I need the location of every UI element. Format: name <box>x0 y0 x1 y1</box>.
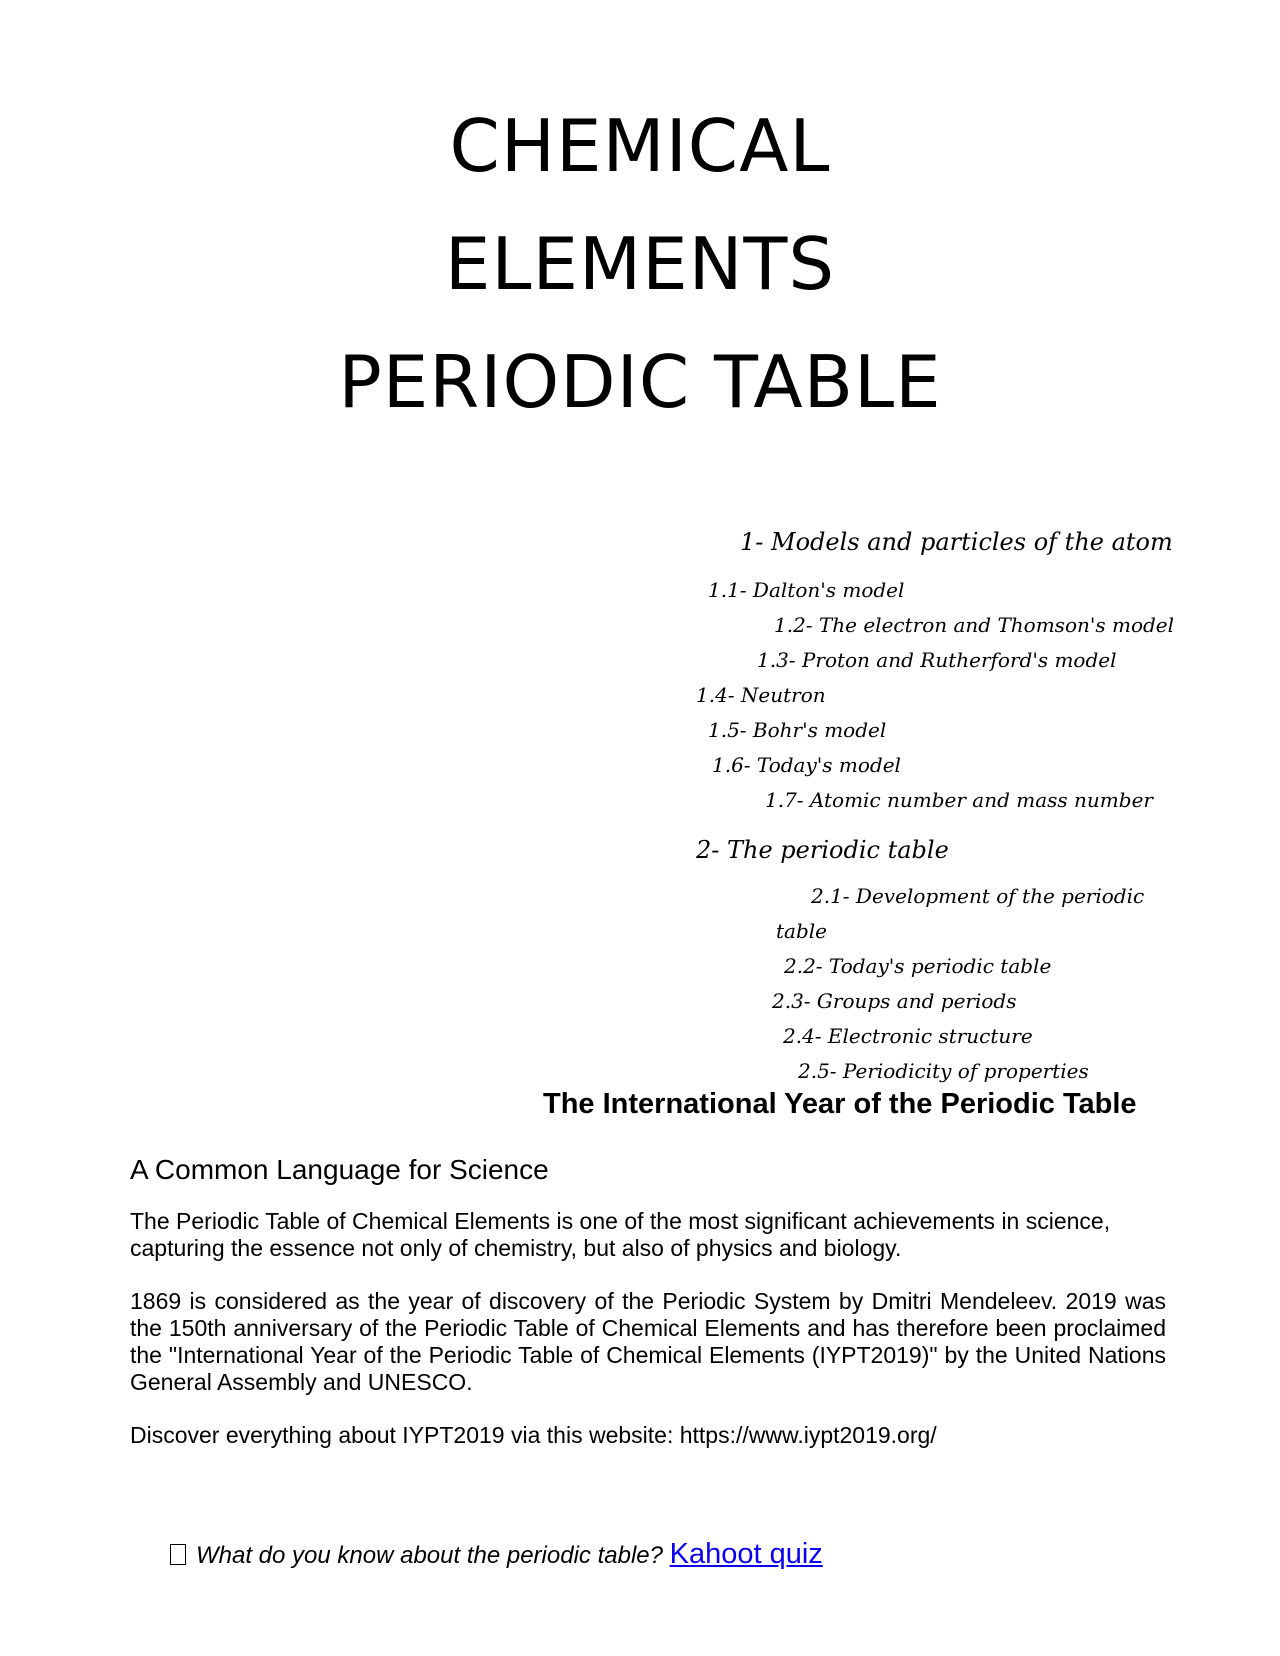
toc-item-1-1: 1.1- Dalton's model <box>708 578 905 602</box>
kahoot-quiz-link[interactable]: Kahoot quiz <box>669 1538 823 1570</box>
toc-item-1-2: 1.2- The electron and Thomson's model <box>774 613 1175 637</box>
toc-item-1-5: 1.5- Bohr's model <box>708 718 887 742</box>
document-title-line-1: CHEMICAL <box>449 104 831 188</box>
document-title-line-2: ELEMENTS <box>444 222 836 306</box>
toc-item-2-3: 2.3- Groups and periods <box>772 989 1017 1013</box>
checkbox-glyph-icon <box>170 1544 186 1565</box>
intro-paragraph-1: The Periodic Table of Chemical Elements is one of the most significant achievements in science, capturing the essence not only of chemistry, but also of physics and biology. <box>130 1208 1111 1261</box>
website-paragraph: Discover everything about IYPT2019 via this website: https://www.iypt2019.org/ <box>130 1422 937 1448</box>
toc-item-2-1-continued: table <box>776 919 827 943</box>
toc-item-2-1: 2.1- Development of the periodic <box>811 884 1145 908</box>
toc-section-2-title: 2- The periodic table <box>696 836 949 864</box>
toc-item-1-6: 1.6- Today's model <box>712 753 901 777</box>
toc-section-1-title: 1- Models and particles of the atom <box>740 528 1173 556</box>
toc-item-2-2: 2.2- Today's periodic table <box>784 954 1052 978</box>
section-heading: The International Year of the Periodic Table <box>543 1088 1137 1120</box>
toc-item-2-5: 2.5- Periodicity of properties <box>798 1059 1089 1083</box>
quiz-line <box>170 1538 823 1571</box>
document-title-line-3: PERIODIC TABLE <box>338 340 942 424</box>
section-subheading: A Common Language for Science <box>130 1154 549 1185</box>
toc-item-1-4: 1.4- Neutron <box>696 683 826 707</box>
toc-item-1-7: 1.7- Atomic number and mass number <box>765 788 1153 812</box>
intro-paragraph-2: 1869 is considered as the year of discovery of the Periodic System by Dmitri Mendeleev. 2019 was the 150th anniversary of the Periodic Table of Chemical Elements and has therefore been proclaimed the "International Year of the Periodic Table of Chemical Elements (IYPT2019)" by the United Nations General Assembly and UNESCO. <box>130 1288 1166 1395</box>
toc-item-2-4: 2.4- Electronic structure <box>783 1024 1033 1048</box>
quiz-question: What do you know about the periodic table? <box>196 1542 663 1569</box>
toc-item-1-3: 1.3- Proton and Rutherford's model <box>757 648 1117 672</box>
